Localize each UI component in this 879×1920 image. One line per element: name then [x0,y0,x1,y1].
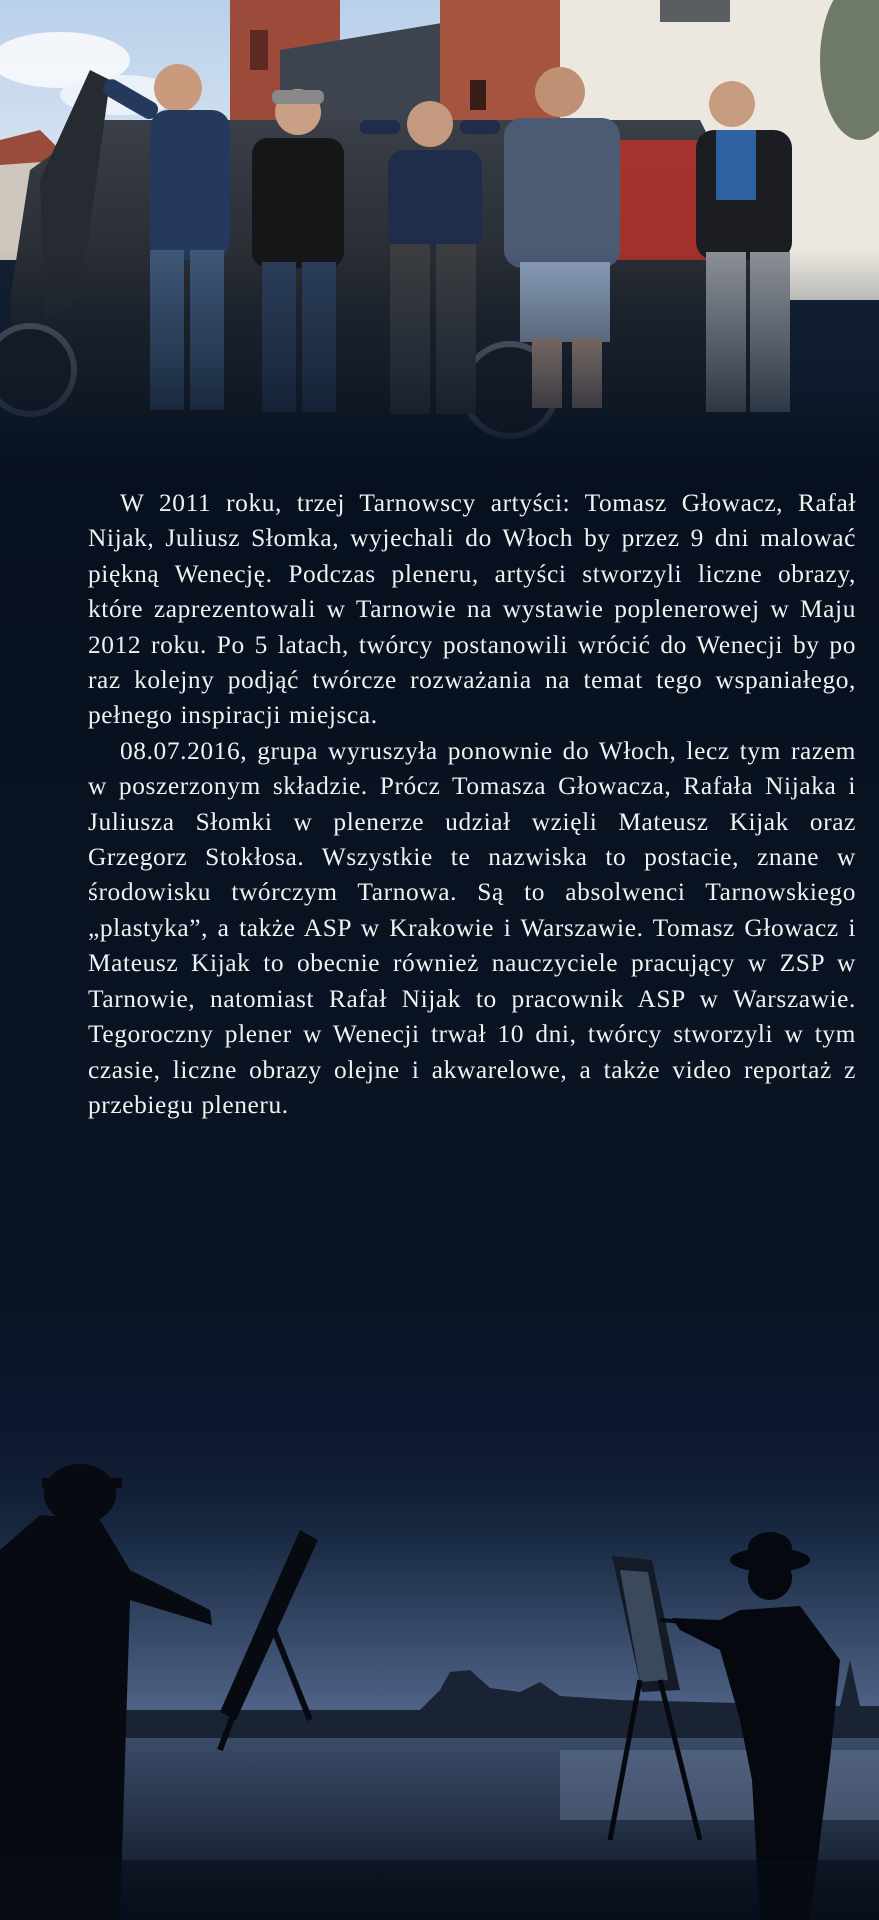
paragraph-2: 08.07.2016, grupa wyruszyła ponownie do Włoch, lecz tym razem w poszerzonym składzie. Prócz Tomasza Głowacza, Rafała Nijaka i Juliusza Słomki w plenerze udział wzięli Mateusz Kijak oraz Grzegorz Stokłosa. Wszystkie te nazwiska to postacie, znane w środowisku twórczym Tarnowa. Są to absolwenci Tarnowskiego „plastyka”, a także ASP w Krakowie i Warszawie. Tomasz Głowacz i Mateusz Kijak to obecnie również nauczyciele pracujący w ZSP w Tarnowie, natomiast Rafał Nijak to pracownik ASP w Warszawie. Tegoroczny plener w Wenecji trwał 10 dni, twórcy stworzyli w tym czasie, liczne obrazy olejne i akwarelowe, a także video reportaż z przebiegu pleneru. [88,736,856,1119]
group-photo [0,0,879,470]
article-text [88,486,856,1123]
group-photo-illustration [0,0,879,470]
venice-painters-photo [0,1420,879,1920]
venice-painters-illustration [0,1420,879,1920]
paragraph-1: W 2011 roku, trzej Tarnowscy artyści: Tomasz Głowacz, Rafał Nijak, Juliusz Słomka, wyjechali do Włoch by przez 9 dni malować piękną Wenecję. Podczas pleneru, artyści stworzyli liczne obrazy, które zaprezentowali w Tarnowie na wystawie poplenerowej w Maju 2012 roku. Po 5 latach, twórcy postanowili wrócić do Wenecji by po raz kolejny podjąć twórcze rozważania na temat tego wspaniałego, pełnego inspiracji miejsca. [88,489,856,730]
